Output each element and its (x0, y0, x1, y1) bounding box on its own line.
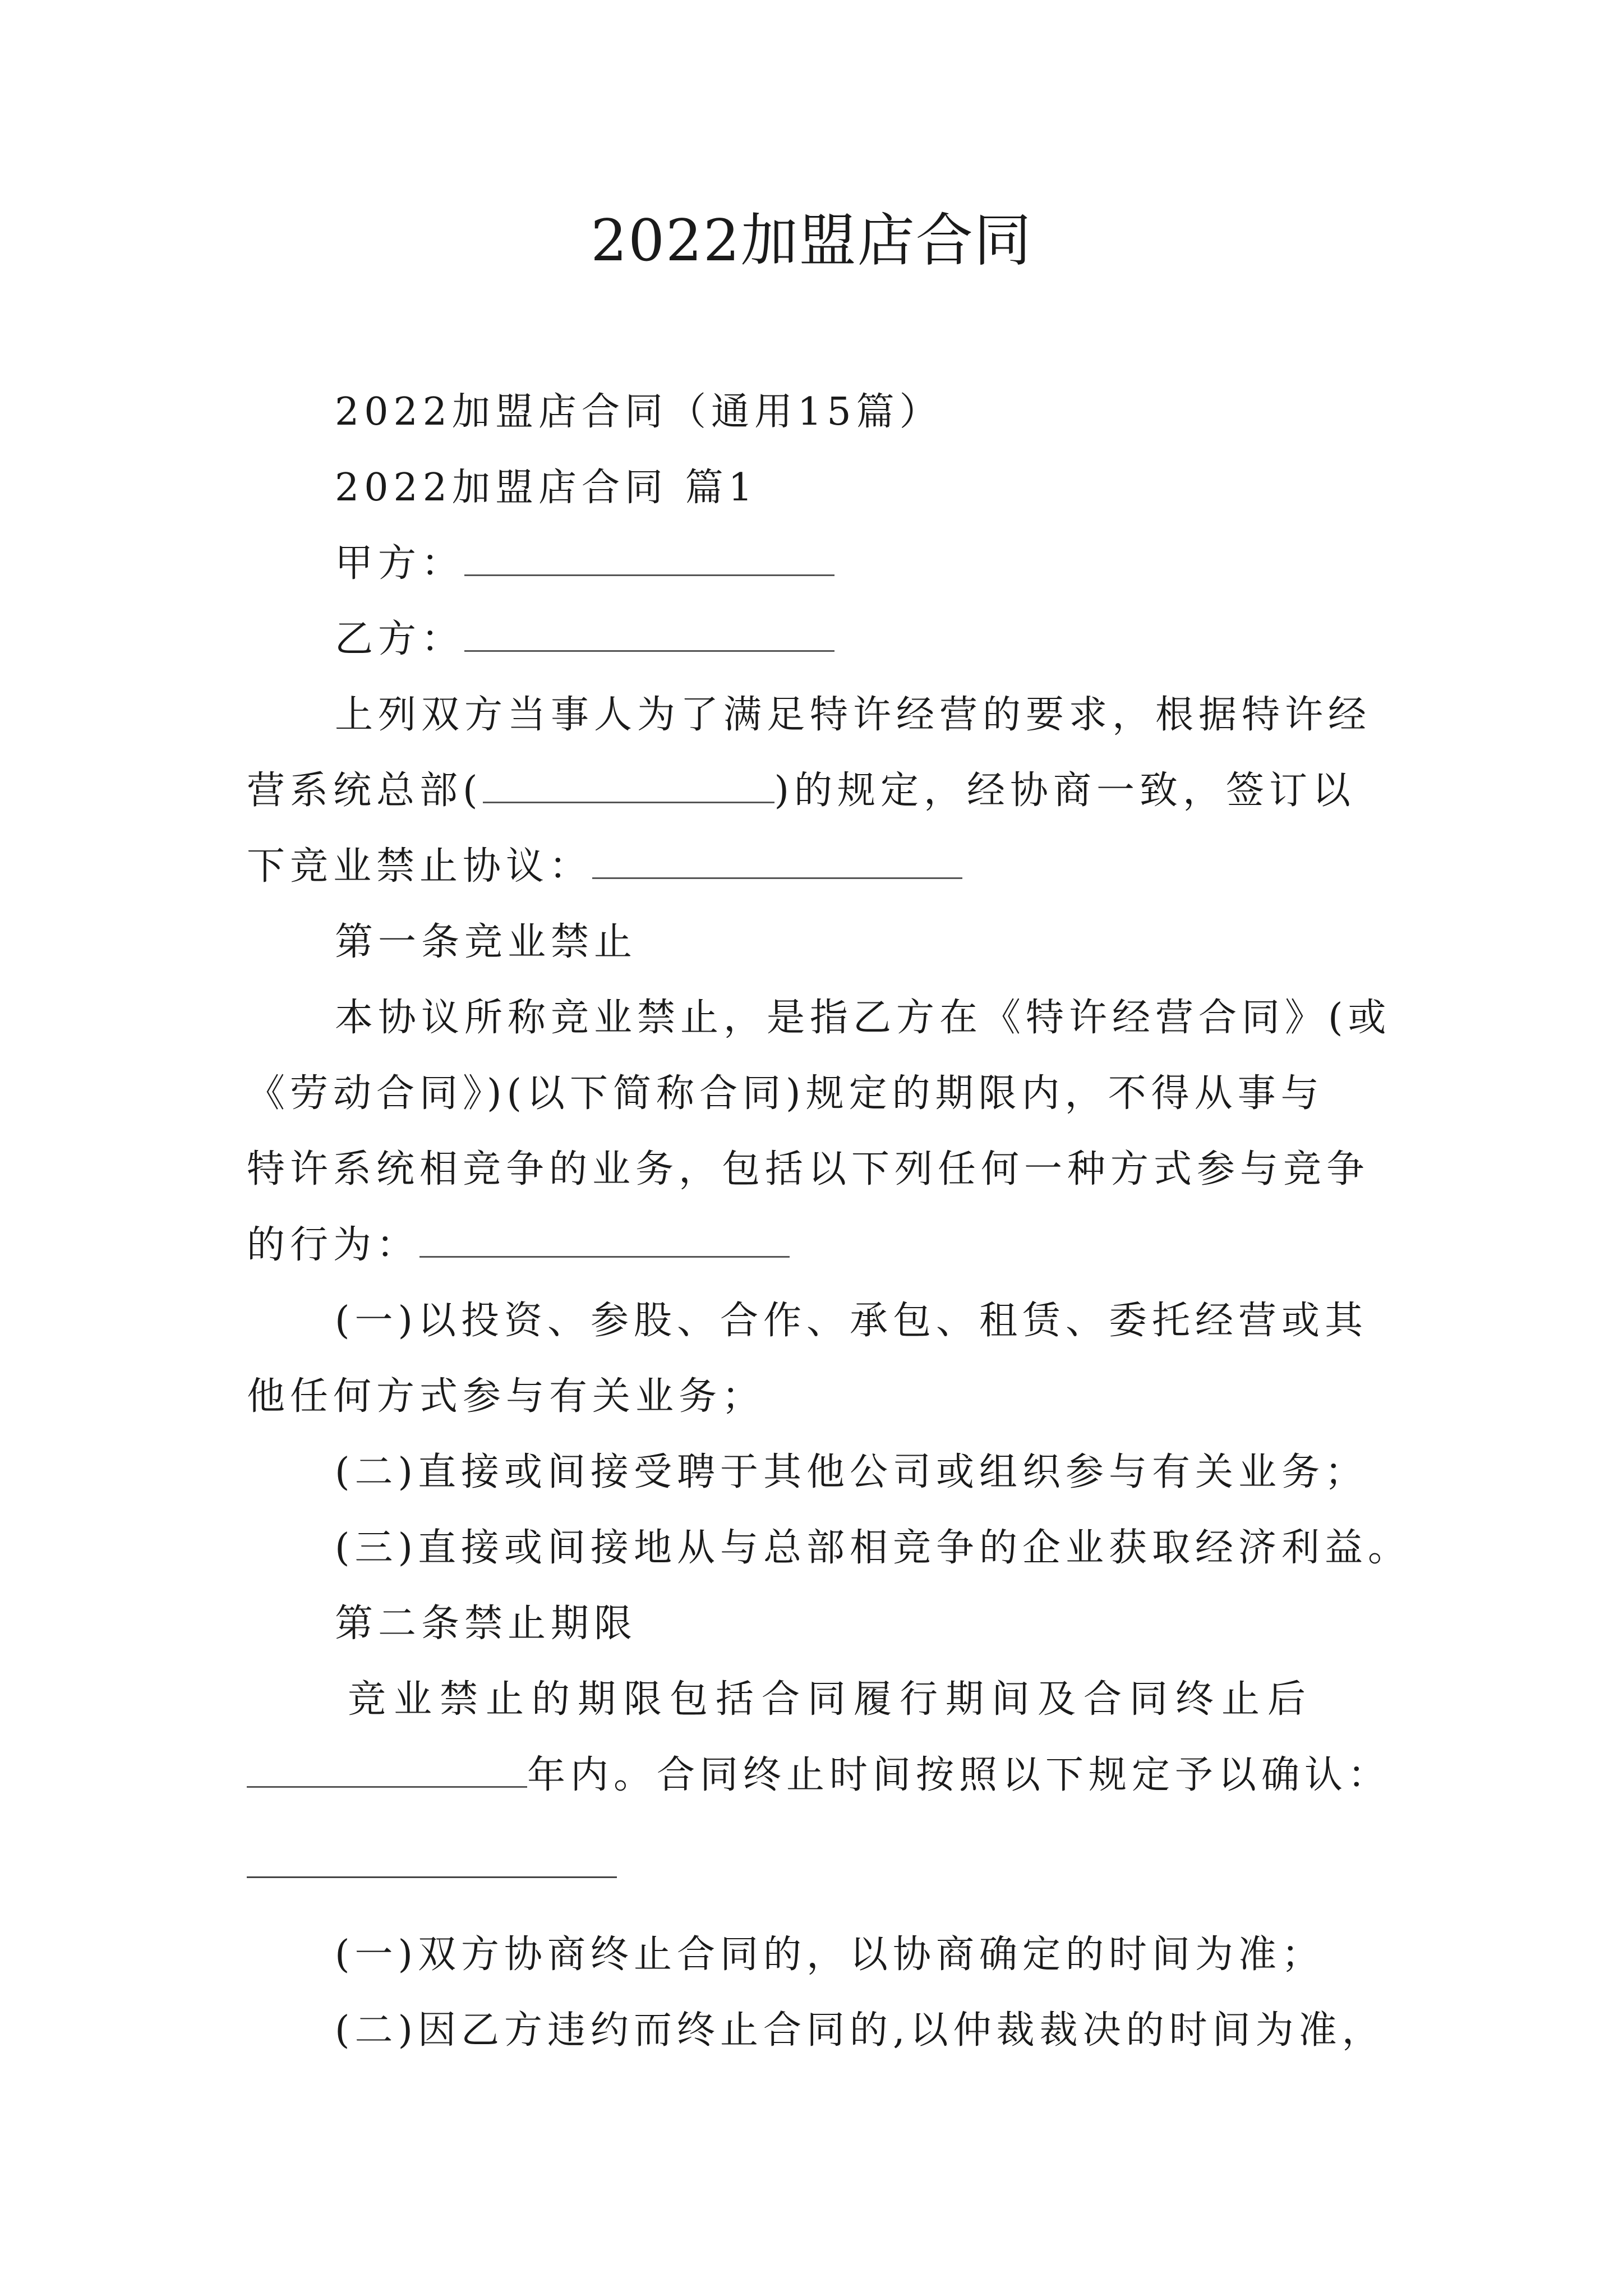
party-b-line (335, 614, 834, 665)
paragraph-line: (三)直接或间接地从与总部相竞争的企业获取经济利益。 (335, 1526, 1412, 1570)
paragraph-line (247, 1750, 1391, 1801)
party-a-blank (464, 540, 834, 576)
paragraph-line: (一)以投资、参股、合作、承包、租赁、委托经营或其 (335, 1299, 1368, 1343)
paragraph-line: 《劳动合同》)(以下简称合同)规定的期限内，不得从事与 (247, 1071, 1324, 1116)
text-fragment: )的规定，经协商一致，签订以 (774, 769, 1356, 813)
text-fragment: 的行为： (247, 1223, 420, 1267)
paragraph-line: 特许系统相竞争的业务，包括以下列任何一种方式参与竞争 (247, 1147, 1370, 1191)
article-heading: 第二条禁止期限 (335, 1602, 638, 1646)
page-title: 2022加盟店合同 (591, 208, 1032, 274)
text-fragment: 年内。合同终止时间按照以下规定予以确认： (527, 1753, 1391, 1797)
paragraph-line: 上列双方当事人为了满足特许经营的要求，根据特许经 (335, 693, 1372, 737)
headquarters-blank (483, 767, 774, 803)
paragraph-line: 本协议所称竞业禁止，是指乙方在《特许经营合同》(或 (335, 996, 1391, 1040)
text-fragment: 下竞业禁止协议： (247, 844, 593, 889)
paragraph-line: (二)直接或间接受聘于其他公司或组织参与有关业务； (335, 1450, 1368, 1494)
party-b-label: 乙方： (335, 617, 465, 661)
paragraph-line: (一)双方协商终止合同的，以协商确定的时间为准； (335, 1932, 1325, 1977)
text-fragment: 营系统总部( (247, 769, 483, 813)
paragraph-line (247, 766, 1355, 816)
paragraph-line: 他任何方式参与有关业务； (247, 1374, 766, 1419)
party-a-line (335, 539, 834, 589)
article-heading: 第一条竞业禁止 (335, 920, 638, 964)
paragraph-line (247, 1220, 790, 1271)
party-b-blank (464, 615, 834, 652)
party-a-label: 甲方： (335, 541, 465, 586)
section-heading: 2022加盟店合同 篇1 (335, 466, 758, 510)
paragraph-line: (二)因乙方违约而终止合同的,以仲裁裁决的时间为准， (335, 2008, 1385, 2053)
paragraph-line: 竞业禁止的期限包括合同履行期间及合同终止后 (348, 1677, 1314, 1722)
behavior-blank (419, 1221, 790, 1258)
years-blank (247, 1751, 527, 1788)
contract-subtitle: 2022加盟店合同（通用15篇） (335, 390, 943, 434)
paragraph-line (247, 841, 962, 892)
blank-rule (247, 1876, 617, 1878)
agreement-blank (592, 843, 962, 879)
